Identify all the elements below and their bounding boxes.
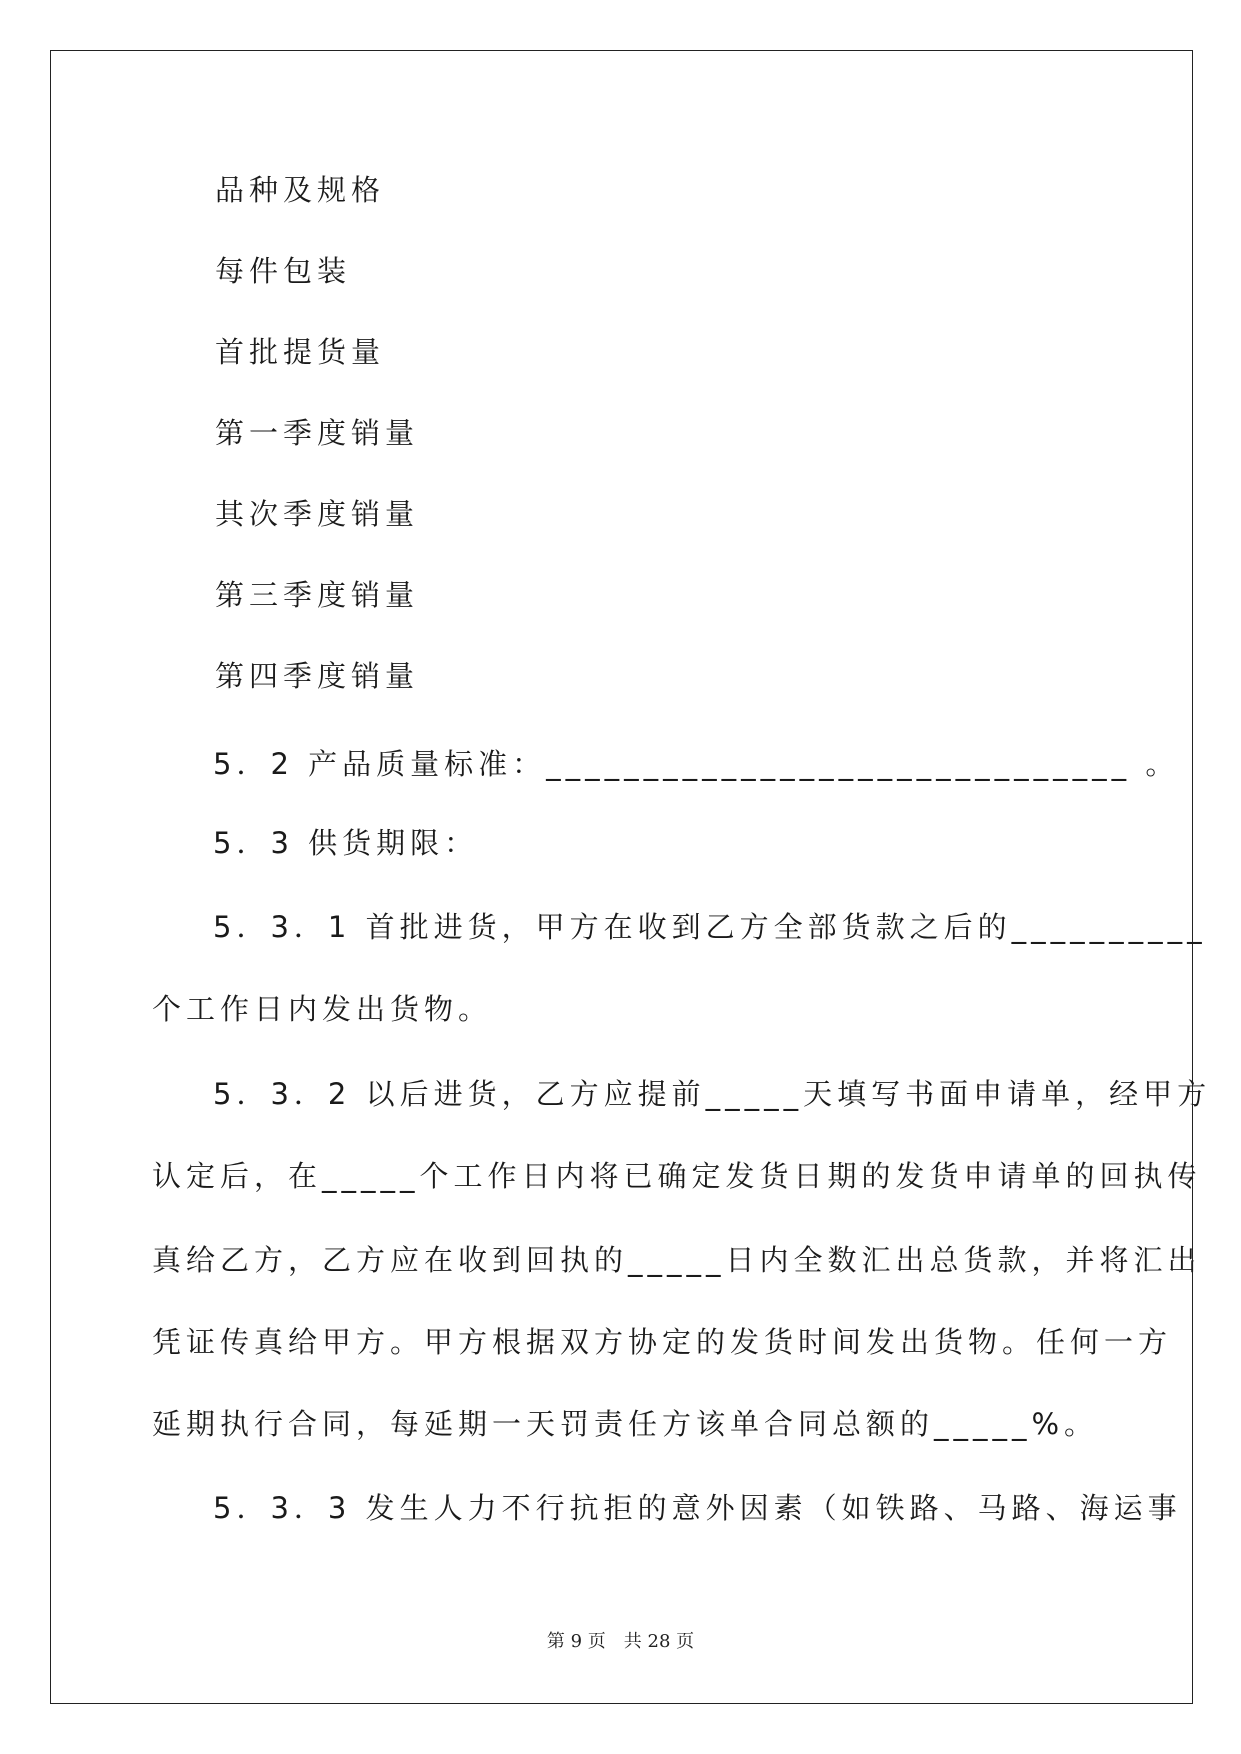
clause-5-3-2-line-2: 认定后，在_____个工作日内将已确定发货日期的发货申请单的回执传: [152, 1159, 1202, 1193]
clause-5-3-2-line-1: 5．3．2 以后进货，乙方应提前_____天填写书面申请单，经甲方: [213, 1077, 1212, 1111]
text-line-q4-sales: 第四季度销量: [215, 659, 420, 693]
page-number-footer: 第 9 页 共 28 页: [546, 1631, 695, 1652]
text-line-variety: 品种及规格: [215, 173, 386, 207]
text-line-q3-sales: 第三季度销量: [215, 578, 420, 612]
text-line-q1-sales: 第一季度销量: [215, 416, 420, 450]
clause-5-3-2-line-3: 真给乙方，乙方应在收到回执的_____日内全数汇出总货款，并将汇出: [152, 1243, 1202, 1277]
clause-5-3-3-line-1: 5．3．3 发生人力不行抗拒的意外因素（如铁路、马路、海运事: [213, 1491, 1182, 1525]
clause-5-2-quality: 5．2 产品质量标准：______________________________ 。: [213, 747, 1180, 781]
clause-5-3-1-line-1: 5．3．1 首批进货，甲方在收到乙方全部货款之后的__________: [213, 910, 1207, 944]
clause-5-3-1-line-2: 个工作日内发出货物。: [152, 992, 493, 1026]
clause-5-3-2-line-5: 延期执行合同，每延期一天罚责任方该单合同总额的_____%。: [152, 1407, 1099, 1441]
text-line-first-order: 首批提货量: [215, 335, 386, 369]
page-border: [50, 50, 1193, 1704]
text-line-packaging: 每件包装: [215, 254, 352, 288]
clause-5-3-supply-period: 5．3 供货期限：: [213, 826, 479, 860]
clause-5-3-2-line-4: 凭证传真给甲方。甲方根据双方协定的发货时间发出货物。任何一方: [152, 1325, 1173, 1359]
text-line-q2-sales: 其次季度销量: [215, 497, 420, 531]
